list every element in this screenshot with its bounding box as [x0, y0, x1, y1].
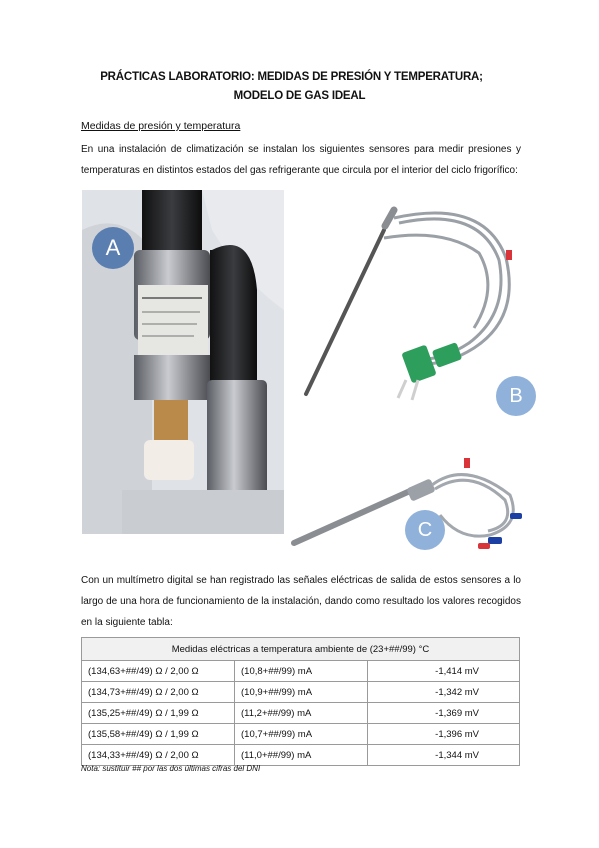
resistance-cell: (134,63+##/49) Ω / 2,00 Ω: [82, 661, 235, 682]
document-title-line2: MODELO DE GAS IDEAL: [233, 90, 366, 102]
table-row: [82, 682, 520, 703]
current-cell: (10,8+##/99) mA: [235, 661, 368, 682]
table-row: [82, 745, 520, 766]
current-cell: (11,2+##/99) mA: [235, 703, 368, 724]
intro-paragraph: En una instalación de climatización se instalan los siguientes sensores para medir presiones y temperaturas en distintos estados del gas refrigerante que circula por el interior del ciclo frigorífico:: [81, 144, 521, 176]
rtd-sensor-photo: [290, 455, 522, 555]
resistance-cell: (135,58+##/49) Ω / 1,99 Ω: [82, 724, 235, 745]
table-row: [82, 661, 520, 682]
resistance-cell: (134,73+##/49) Ω / 2,00 Ω: [82, 682, 235, 703]
footnote: Nota: sustituir ## por las dos últimas cifras del DNI: [81, 764, 261, 773]
results-paragraph: Con un multímetro digital se han registrado las señales eléctricas de salida de estos sensores a lo largo de una hora de funcionamiento de la instalación, dando como resultado los valores recogidos en la siguiente tabla:: [81, 575, 521, 628]
rtd-probe-illustration: [290, 455, 522, 555]
current-cell: (10,9+##/99) mA: [235, 682, 368, 703]
voltage-cell: -1,414 mV: [368, 661, 520, 682]
resistance-cell: (134,33+##/49) Ω / 2,00 Ω: [82, 745, 235, 766]
voltage-cell: -1,396 mV: [368, 724, 520, 745]
table-row: [82, 724, 520, 745]
table-header: Medidas eléctricas a temperatura ambiente de (23+##/99) °C: [82, 638, 520, 661]
table-row: [82, 703, 520, 724]
resistance-cell: (135,25+##/49) Ω / 1,99 Ω: [82, 703, 235, 724]
photo-badge-c: C: [405, 510, 445, 550]
electrical-measurements-table: [81, 637, 520, 766]
table-header-row: [82, 638, 520, 661]
document-title-line1: PRÁCTICAS LABORATORIO: MEDIDAS DE PRESIÓN Y TEMPERATURA;: [100, 71, 483, 83]
thermocouple-sensor-photo: [294, 198, 520, 408]
voltage-cell: -1,344 mV: [368, 745, 520, 766]
photo-badge-b: B: [496, 376, 536, 416]
current-cell: (10,7+##/99) mA: [235, 724, 368, 745]
voltage-cell: -1,342 mV: [368, 682, 520, 703]
thermocouple-illustration: [294, 198, 520, 408]
voltage-cell: -1,369 mV: [368, 703, 520, 724]
current-cell: (11,0+##/99) mA: [235, 745, 368, 766]
photo-badge-a: A: [92, 227, 134, 269]
section-heading: Medidas de presión y temperatura: [81, 120, 241, 132]
